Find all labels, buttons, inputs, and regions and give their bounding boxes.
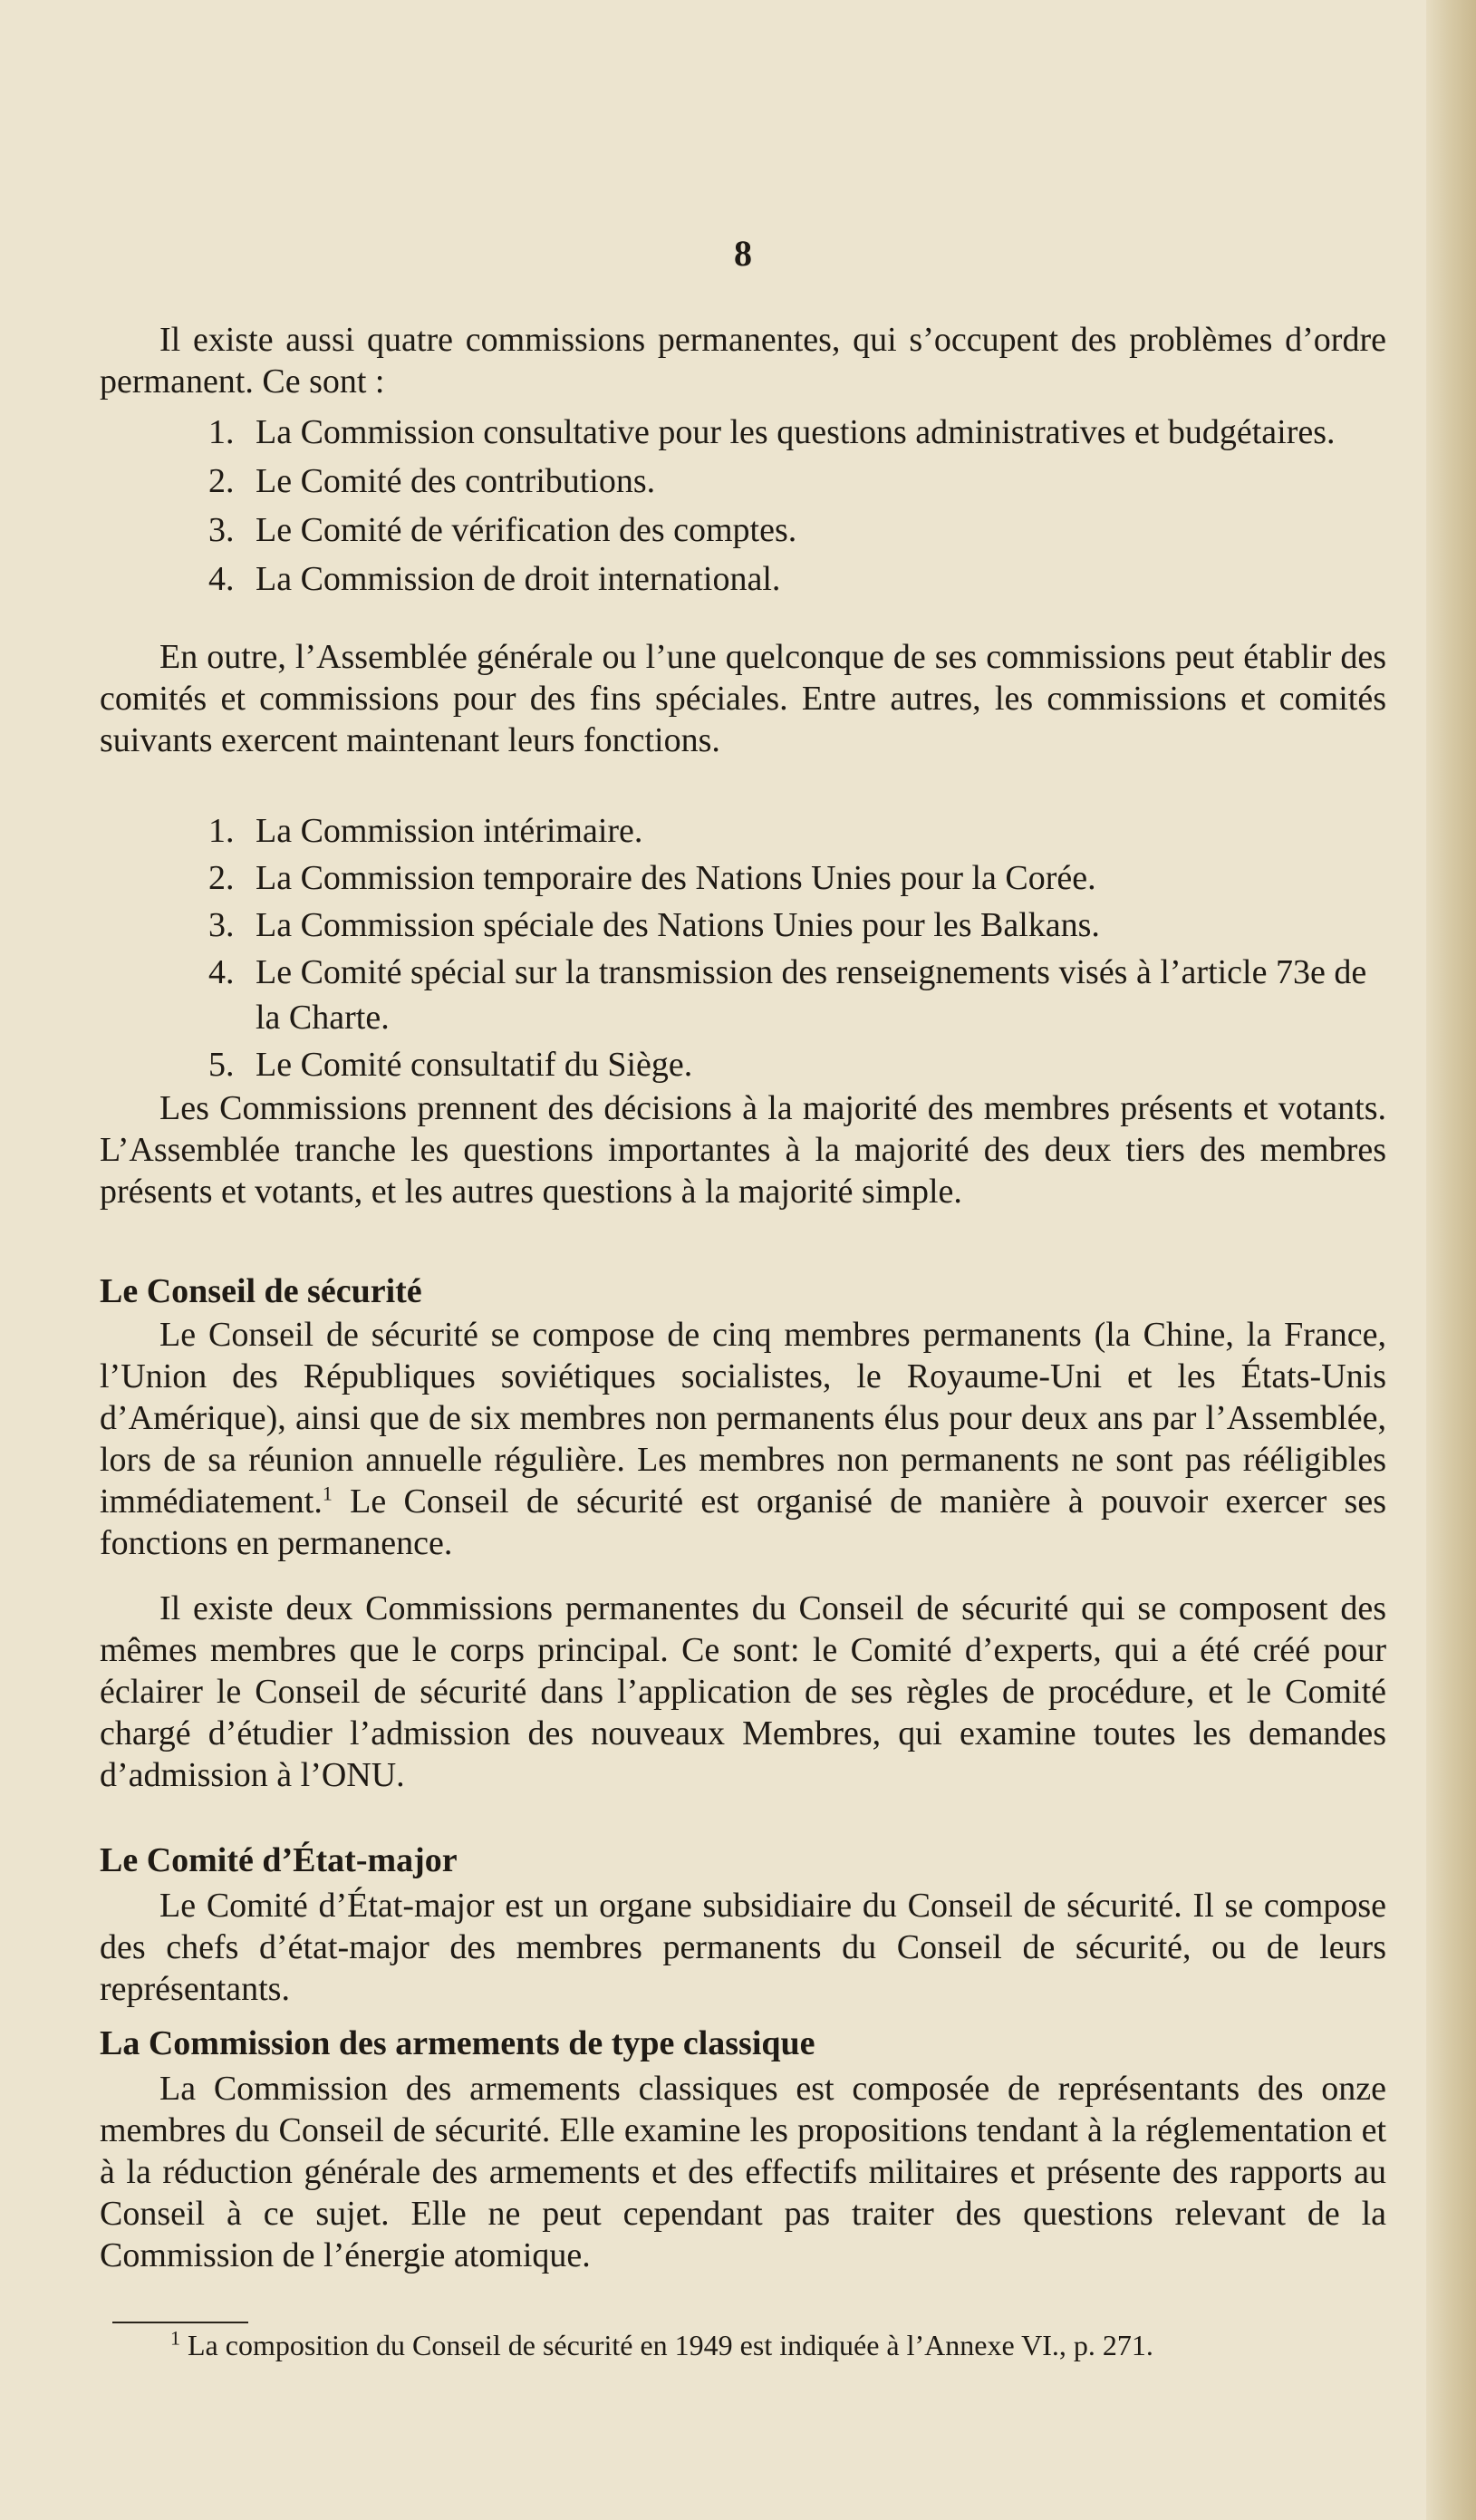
- list-item: 2. La Commission temporaire des Nations Unies pour la Corée.: [208, 859, 1096, 897]
- intro-paragraph: Il existe aussi quatre commissions permanentes, qui s’occupent des problèmes d’ordre permanent. Ce sont :: [100, 321, 1386, 401]
- military-staff-paragraph: Le Comité d’État-major est un organe subsidiaire du Conseil de sécurité. Il se compose des chefs d’état-major des membres permanents du Conseil de sécurité, ou de leurs représentants.: [100, 1887, 1386, 2008]
- military-staff-heading: Le Comité d’État-major: [100, 1841, 458, 1879]
- list-item: 5. Le Comité consultatif du Siège.: [208, 1046, 693, 1084]
- conventional-armaments-paragraph: La Commission des armements classiques est composée de représentants des onze membres du Conseil de sécurité. Elle examine les propositions tendant à la réglementation et à la réduction générale des armements et des effectifs militaires et présente des rapports au Conseil à ce sujet. Elle ne peut cependant pas traiter des questions relevant de la Commission de l’énergie atomique.: [100, 2070, 1386, 2274]
- footnote-marker: 1: [322, 1482, 333, 1505]
- footnote-divider: [112, 2322, 248, 2323]
- footnote-number: 1: [170, 2326, 180, 2350]
- list-item: 4. Le Comité spécial sur la transmission des renseignements visés à l’article 73e de la Charte.: [208, 953, 1367, 1037]
- footnote: $^1$ La composition du Conseil de sécurité en 1949 est indiquée à l’Annexe VI., p. 271.: [170, 2326, 1153, 2361]
- security-council-paragraph-2: Il existe deux Commissions permanentes du Conseil de sécurité qui se composent des mêmes membres que le corps principal. Ce sont: le Comité d’experts, qui a été créé pour éclairer le Conseil de sécurité dans l’application de ses règles de procédure, et le Comité chargé d’étudier l’admission des nouveaux Membres, qui examine toutes les demandes d’admission à l’ONU.: [100, 1589, 1386, 1794]
- list-item: 3. Le Comité de vérification des comptes.: [208, 511, 797, 549]
- special-commissions-intro: En outre, l’Assemblée générale ou l’une quelconque de ses commissions peut établir des comités et commissions pour des fins spéciales. Entre autres, les commissions et comités suivants exercent maintenant leurs fonctions.: [100, 638, 1386, 759]
- list-item: 1. La Commission intérimaire.: [208, 812, 643, 850]
- list-item: 2. Le Comité des contributions.: [208, 462, 656, 500]
- security-council-paragraph-1: Le Conseil de sécurité se compose de cinq membres permanents (la Chine, la France, l’Union des Républiques soviétiques socialistes, le Royaume-Uni et les États-Unis d’Amérique), ainsi que de six membres non permanents élus pour deux ans par l’Assemblée, lors de sa réunion annuelle régulière. Les membres non permanents ne sont pas rééligibles immédiatement.$^1$ Le Conseil de sécurité est organisé de manière à pouvoir exercer ses fonctions en permanence.: [100, 1316, 1386, 1562]
- decisions-paragraph: Les Commissions prennent des décisions à la majorité des membres présents et votants. L’Assemblée tranche les questions importantes à la majorité des deux tiers des membres présents et votants, et les autres questions à la majorité simple.: [100, 1089, 1386, 1211]
- list-item: 4. La Commission de droit international.: [208, 560, 781, 598]
- permanent-commissions-list: [208, 410, 1386, 602]
- list-item: 1. La Commission consultative pour les questions administratives et budgétaires.: [208, 413, 1336, 451]
- special-commissions-list: [208, 808, 1386, 1087]
- page-number: 8: [734, 233, 752, 274]
- conventional-armaments-heading: La Commission des armements de type classique: [100, 2024, 815, 2062]
- page-edge: [1426, 0, 1476, 2520]
- security-council-heading: Le Conseil de sécurité: [100, 1272, 422, 1310]
- list-item: 3. La Commission spéciale des Nations Unies pour les Balkans.: [208, 906, 1100, 944]
